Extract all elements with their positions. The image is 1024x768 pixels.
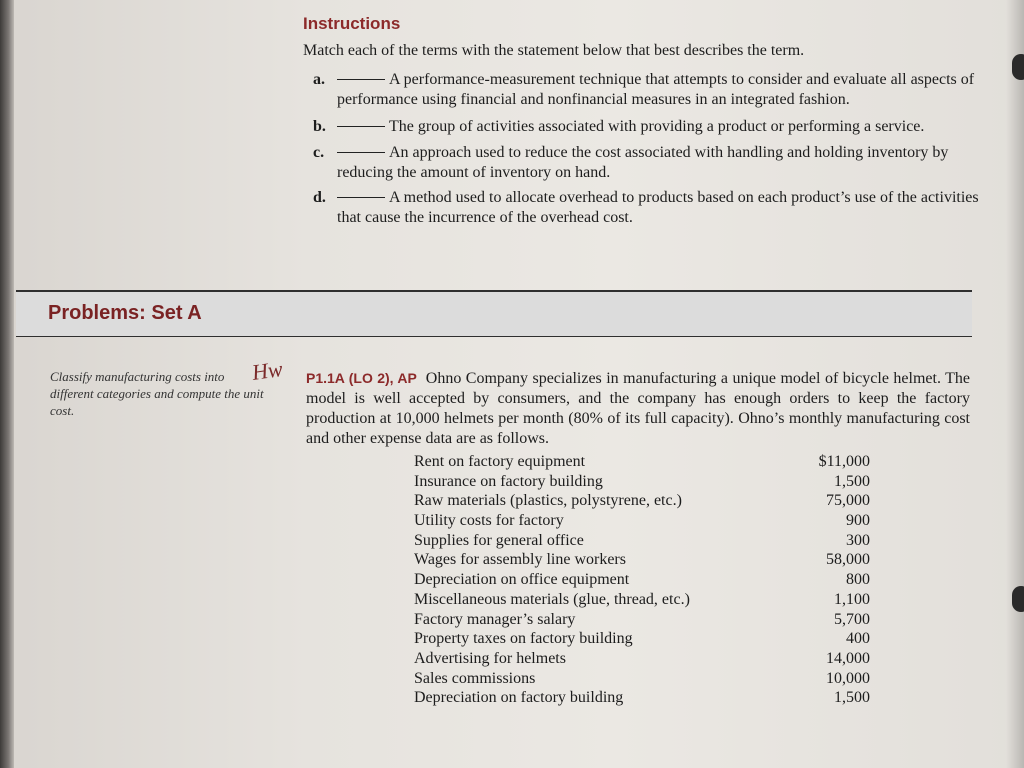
cost-amount: 14,000: [826, 649, 870, 667]
cost-amount: 58,000: [826, 551, 870, 569]
problems-heading: Problems: Set A: [48, 302, 202, 324]
section-rule-bottom: [16, 336, 972, 337]
item-statement-cont: performance using financial and nonfinancial measures in an integrated fashion.: [337, 91, 850, 108]
cost-row: [414, 610, 870, 630]
cost-amount: $11,000: [818, 453, 870, 470]
cost-row: [414, 491, 870, 511]
matching-item-c: [313, 143, 988, 183]
cost-amount: 800: [846, 571, 870, 589]
cost-row: [414, 688, 870, 708]
cost-amount: 10,000: [826, 669, 870, 687]
cost-label: Depreciation on office equipment: [414, 571, 630, 589]
cost-row: [414, 570, 870, 590]
problem-statement: [306, 368, 970, 449]
cost-label: Raw materials (plastics, polystyrene, etc.): [414, 492, 682, 510]
cost-row: [414, 669, 870, 689]
item-statement: The group of activities associated with providing a product or performing a service.: [389, 118, 925, 135]
answer-blank[interactable]: [337, 197, 385, 198]
item-letter: c.: [313, 144, 325, 161]
cost-row: [414, 649, 870, 669]
handwritten-annotation: Hw: [250, 355, 285, 386]
cost-amount: 400: [846, 630, 870, 648]
cost-row: [414, 629, 870, 649]
cost-row: [414, 452, 870, 472]
cost-label: Miscellaneous materials (glue, thread, etc.): [414, 590, 690, 608]
cost-label: Sales commissions: [414, 669, 536, 687]
item-letter: a.: [313, 71, 325, 88]
matching-item-d: [313, 188, 988, 228]
matching-item-b: [313, 117, 988, 137]
instructions-text: Match each of the terms with the statement below that best describes the term.: [303, 42, 805, 59]
cost-row: [414, 590, 870, 610]
binder-clip-bottom: [1012, 586, 1024, 612]
cost-row: [414, 531, 870, 551]
cost-amount: 300: [846, 531, 870, 549]
cost-label: Wages for assembly line workers: [414, 551, 626, 569]
item-statement-cont: reducing the amount of inventory on hand.: [337, 164, 611, 181]
answer-blank[interactable]: [337, 152, 385, 153]
matching-item-a: [313, 70, 988, 110]
cost-label: Insurance on factory building: [414, 472, 603, 490]
cost-table: [414, 452, 870, 708]
cost-row: [414, 472, 870, 492]
item-statement: A performance-measurement technique that attempts to consider and evaluate all aspects of: [389, 71, 975, 88]
problem-id: P1.1A (LO 2), AP: [306, 370, 417, 386]
cost-amount: 75,000: [826, 492, 870, 510]
binder-clip-top: [1012, 54, 1024, 80]
instructions-heading: Instructions: [303, 14, 401, 33]
cost-amount: 5,700: [834, 610, 870, 628]
item-statement: A method used to allocate overhead to products based on each product’s use of the activities: [389, 189, 979, 206]
cost-amount: 1,500: [834, 472, 870, 490]
cost-row: [414, 511, 870, 531]
cost-amount: 1,100: [834, 590, 870, 608]
item-statement: An approach used to reduce the cost associated with handling and holding inventory by: [389, 144, 949, 161]
item-letter: b.: [313, 118, 326, 135]
cost-label: Supplies for general office: [414, 531, 584, 549]
cost-amount: 1,500: [834, 689, 870, 707]
problem-text: Ohno Company specializes in manufacturing a unique model of bicycle helmet. The model is well accepted by consumers, and the company has enough orders to keep the factory production at 10,000 helmets per month (80% of its full capacity). Ohno’s monthly manufacturing cost and other expense data are as follows.: [306, 370, 970, 447]
item-letter: d.: [313, 189, 326, 206]
cost-label: Utility costs for factory: [414, 512, 564, 530]
cost-label: Factory manager’s salary: [414, 610, 576, 628]
cost-label: Advertising for helmets: [414, 649, 566, 667]
margin-note: Classify manufacturing costs into different categories and compute the unit cost.: [50, 369, 264, 418]
cost-label: Property taxes on factory building: [414, 630, 633, 648]
answer-blank[interactable]: [337, 79, 385, 80]
cost-label: Depreciation on factory building: [414, 689, 624, 707]
cost-row: [414, 550, 870, 570]
section-rule-top: [16, 290, 972, 292]
page-edge-shadow: [1006, 0, 1024, 768]
answer-blank[interactable]: [337, 126, 385, 127]
book-binding: [0, 0, 14, 768]
cost-amount: 900: [846, 512, 870, 530]
cost-label: Rent on factory equipment: [414, 453, 586, 470]
item-statement-cont: that cause the incurrence of the overhead cost.: [337, 209, 633, 226]
